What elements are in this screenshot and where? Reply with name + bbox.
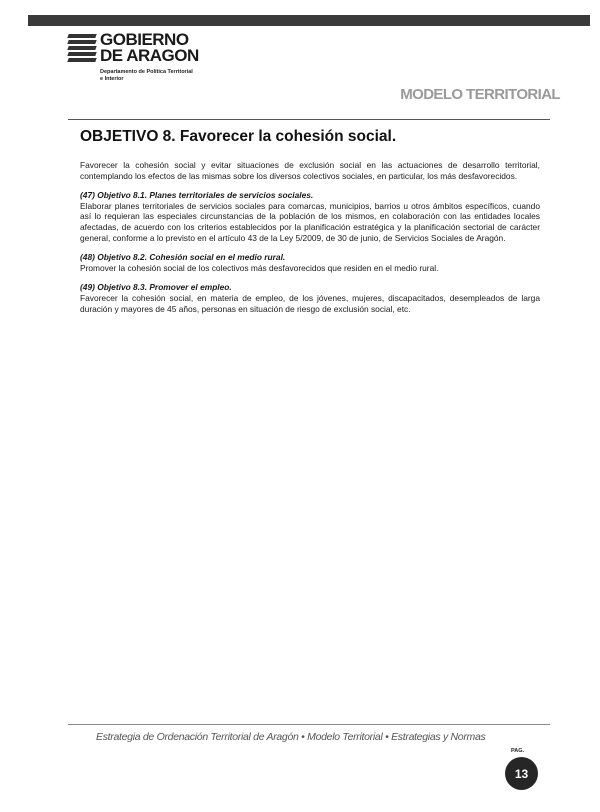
objective-item	[80, 190, 540, 243]
logo-title	[100, 32, 199, 64]
objective-item	[80, 252, 540, 273]
objective-text: Elaborar planes territoriales de servicios sociales para comarcas, municipios, barrios u otros ámbitos específicos, cuando así lo requieran las especiales circunstancias de la población de los mismos, en colaboración con las entidades locales afectadas, de acuerdo con los criterios establecidos por la planificación estratégica y la planificación sectorial de carácter general, conforme a lo previsto en el artículo 43 de la Ley 5/2009, de 30 de junio, de Servicios Sociales de Aragón.	[80, 200, 540, 243]
logo-line2: DE ARAGON	[100, 46, 199, 65]
page-label: PAG.	[511, 748, 525, 754]
page-number: 13	[514, 766, 529, 781]
objective-text: Promover la cohesión social de los colectivos más desfavorecidos que residen en el medio rural.	[80, 262, 439, 273]
objective-title: (49) Objetivo 8.3. Promover el empleo.	[80, 282, 232, 293]
intro-paragraph: Favorecer la cohesión social y evitar situaciones de exclusión social en las actuaciones de desarrollo territorial, contemplando los efectos de las mismas sobre los diversos colectivos sociales, en particular, los más desfavorecidos.	[80, 160, 540, 181]
objective-title: (47) Objetivo 8.1. Planes territoriales de servicios sociales.	[80, 190, 314, 201]
top-bar	[28, 15, 590, 26]
footer-divider	[68, 724, 550, 725]
header-divider	[68, 119, 550, 120]
footer-text: Estrategia de Ordenación Territorial de Aragón • Modelo Territorial • Estrategias y Normas	[96, 731, 486, 743]
logo-stripes-icon	[68, 34, 98, 62]
logo-line1: GOBIERNO	[100, 30, 189, 49]
logo-sub2: e Interior	[100, 75, 124, 82]
page-number-badge	[505, 757, 538, 790]
objective-item	[80, 282, 540, 314]
main-content	[80, 128, 540, 314]
section-title: MODELO TERRITORIAL	[400, 86, 560, 103]
objective-heading: OBJETIVO 8. Favorecer la cohesión social.	[80, 128, 397, 145]
logo-sub1: Departamento de Política Territorial	[100, 69, 193, 75]
objective-text: Favorecer la cohesión social, en materia de empleo, de los jóvenes, mujeres, discapacitados, desempleados de larga duración y mayores de 45 años, personas en situación de riesgo de exclusión social, etc.	[80, 292, 540, 314]
gobierno-aragon-logo	[68, 32, 228, 92]
objective-title: (48) Objetivo 8.2. Cohesión social en el medio rural.	[80, 252, 286, 263]
logo-subtitle	[100, 69, 193, 82]
